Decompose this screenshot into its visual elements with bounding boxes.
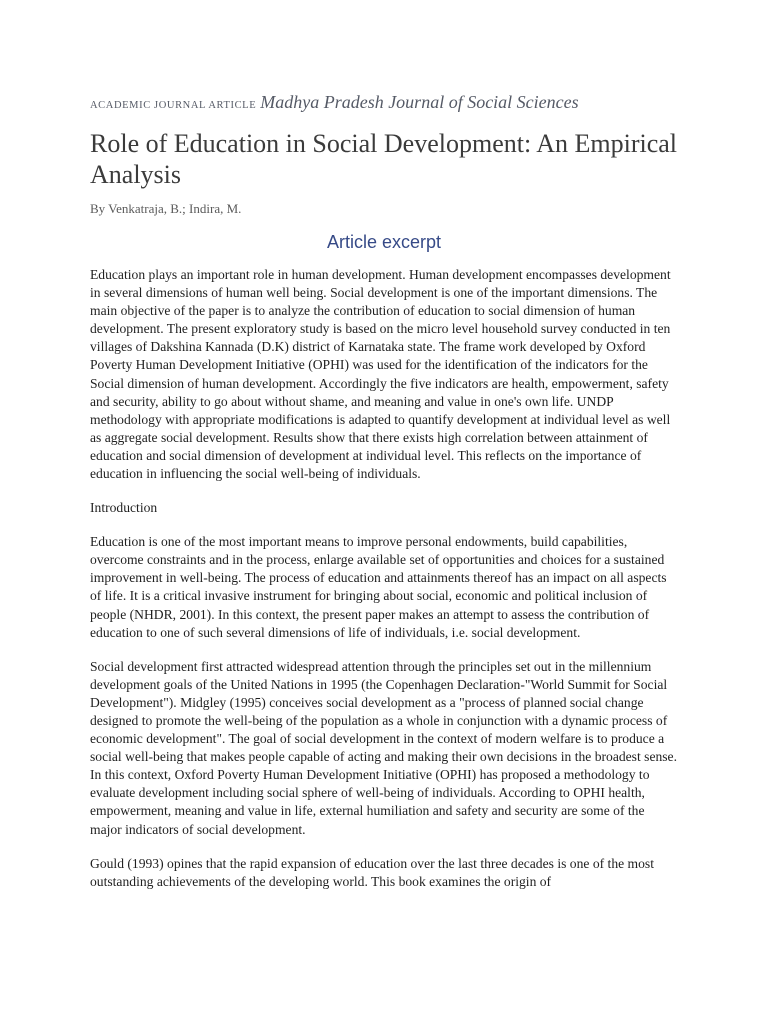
article-title: Role of Education in Social Development: An Empirical Analysis bbox=[90, 129, 678, 189]
excerpt-heading: Article excerpt bbox=[326, 232, 442, 252]
article-type-label: ACADEMIC JOURNAL ARTICLE bbox=[90, 100, 257, 111]
body-paragraph: Gould (1993) opines that the rapid expansion of education over the last three decades is one of the most outstanding achievements of the developing world. This book examines the origin of bbox=[90, 855, 654, 889]
journal-name-link[interactable]: Madhya Pradesh Journal of Social Sciences bbox=[260, 92, 579, 112]
article-kicker bbox=[90, 92, 678, 116]
article-page bbox=[90, 92, 678, 891]
body-paragraph: Social development first attracted widespread attention through the principles set out in the millennium development goals of the United Nations in 1995 (the Copenhagen Declaration-"World Summit for Social Development"). Midgley (1995) conceives social development as a "process of planned social change designed to promote the well-being of the population as a whole in conjunction with a dynamic process of economic development". The goal of social development in the context of modern welfare is to produce a social well-being that makes people capable of acting and making their own decisions in the broadest sense. In this context, Oxford Poverty Human Development Initiative (OPHI) has proposed a methodology to evaluate development including social sphere of well-being of individuals. According to OPHI health, empowerment, meaning and value in life, external humiliation and safety and security are some of the major indicators of social development. bbox=[90, 658, 677, 837]
body-paragraph: Education is one of the most important means to improve personal endowments, build capabilities, overcome constraints and in the process, enlarge available set of opportunities and choices for a sustained improvement in well-being. The process of education and attainments thereof has an impact on all aspects of life. It is a critical invasive instrument for bringing about social, economic and political inclusion of people (NHDR, 2001). In this context, the present paper makes an attempt to assess the contribution of education to one of such several dimensions of life of individuals, i.e. social development. bbox=[90, 534, 667, 640]
section-heading-introduction: Introduction bbox=[90, 500, 158, 516]
abstract-paragraph: Education plays an important role in human development. Human development encompasses development in several dimensions of human well being. Social development is one of the important dimensions. The main objective of the paper is to analyze the contribution of education to social dimension of human development. The present exploratory study is based on the micro level household survey conducted in ten villages of Dakshina Kannada (D.K) district of Karnataka state. The frame work developed by Oxford Poverty Human Development Initiative (OPHI) was used for the identification of the indicators for the Social dimension of human development. Accordingly the five indicators are health, empowerment, safety and security, ability to go about without shame, and meaning and value in one's own life. UNDP methodology with appropriate modifications is adapted to quantify development at individual level as well as aggregate social development. Results show that there exists high correlation between attainment of education and social dimension of development at individual level. This reflects on the importance of education in influencing the social well-being of individuals. bbox=[90, 267, 671, 482]
article-byline: By Venkatraja, B.; Indira, M. bbox=[90, 201, 242, 216]
